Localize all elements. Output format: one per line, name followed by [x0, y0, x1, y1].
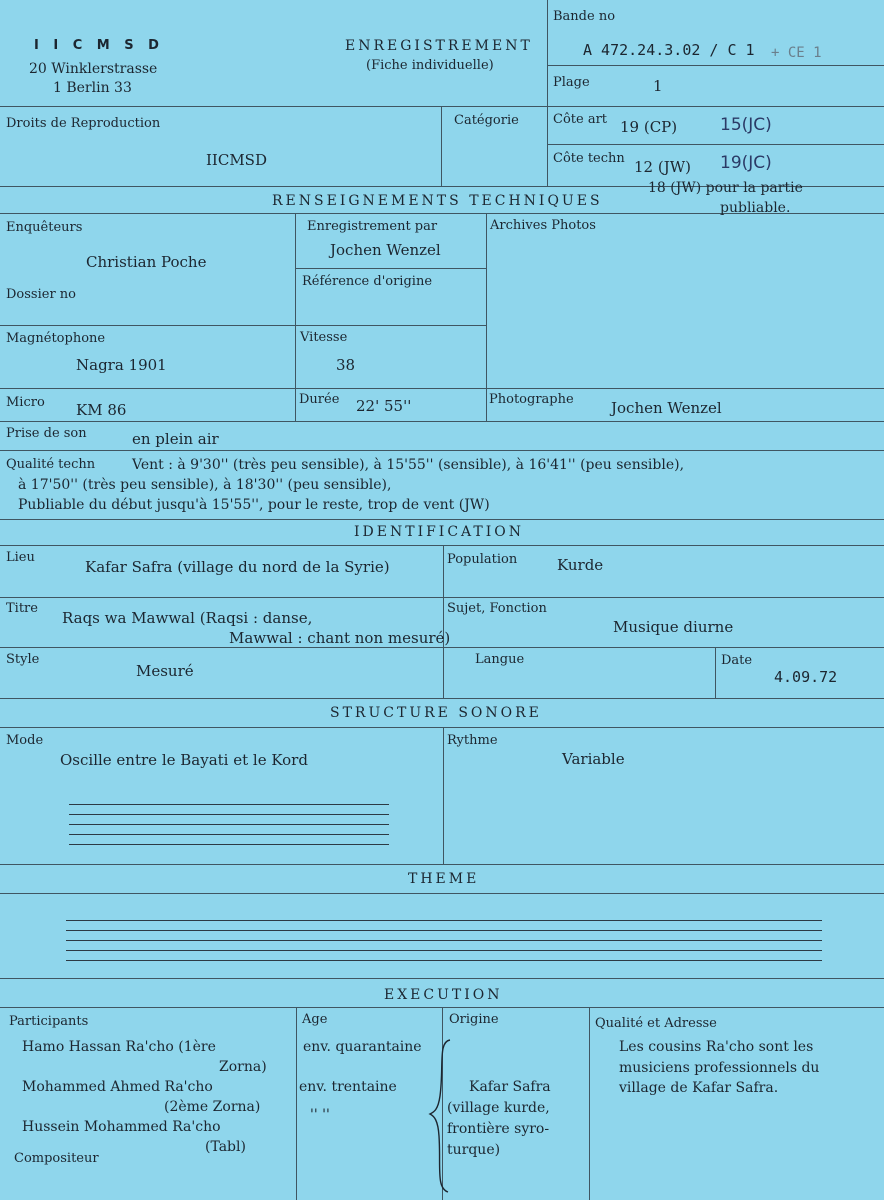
archives-label: Archives Photos [490, 218, 596, 233]
style-value: Mesuré [136, 662, 194, 680]
participant-3-age: '' '' [310, 1107, 330, 1123]
enqueteurs-label: Enquêteurs [6, 220, 83, 235]
rule [441, 106, 442, 186]
rule [0, 450, 884, 451]
qualite-techn-label: Qualité techn [6, 457, 96, 472]
dossier-label: Dossier no [6, 287, 76, 302]
staff-line [69, 844, 389, 845]
staff-line [66, 960, 822, 961]
rule [0, 545, 884, 546]
sujet-label: Sujet, Fonction [447, 601, 547, 616]
vitesse-value: 38 [336, 356, 356, 374]
qualite-techn-line-3: Publiable du début jusqu'à 15'55'', pour le reste, trop de vent (JW) [18, 497, 490, 513]
lieu-value: Kafar Safra (village du nord de la Syrie) [85, 558, 390, 576]
participant-1-line-1: Hamo Hassan Ra'cho (1ère [22, 1039, 216, 1055]
staff-line [66, 930, 822, 931]
participants-label: Participants [9, 1014, 89, 1029]
staff-line [69, 834, 389, 835]
cote-techn-note-1: 18 (JW) pour la partie [648, 180, 803, 196]
photographe-label: Photographe [489, 392, 574, 407]
participant-2-line-2: (2ème Zorna) [164, 1099, 261, 1115]
card-subtitle: (Fiche individuelle) [366, 58, 494, 73]
section-title-technical: RENSEIGNEMENTS TECHNIQUES [272, 193, 603, 209]
rule [443, 727, 444, 864]
rule [0, 597, 884, 598]
rule [0, 325, 486, 326]
style-label: Style [6, 652, 40, 667]
section-title-execution: EXECUTION [384, 987, 503, 1003]
staff-line [69, 804, 389, 805]
section-title-theme: THEME [408, 871, 480, 887]
org-address-street: 20 Winklerstrasse [29, 61, 158, 77]
cote-techn-note-2: publiable. [720, 200, 791, 216]
enregistrement-label: Enregistrement par [307, 219, 438, 234]
cote-art-label: Côte art [553, 112, 608, 127]
lieu-label: Lieu [6, 550, 35, 565]
origine-line-1: Kafar Safra [469, 1079, 551, 1095]
origine-line-4: turque) [447, 1142, 501, 1158]
cote-art-value: 19 (CP) [620, 118, 678, 136]
org-address-city: 1 Berlin 33 [53, 80, 132, 96]
staff-line [66, 920, 822, 921]
titre-line-2: Mawwal : chant non mesuré) [229, 629, 451, 647]
rule [547, 65, 884, 66]
brace-mark [428, 1036, 454, 1196]
age-label: Age [302, 1012, 328, 1027]
enqueteurs-value: Christian Poche [86, 253, 207, 271]
rule [0, 647, 884, 648]
qualite-adresse-line-1: Les cousins Ra'cho sont les [619, 1039, 814, 1055]
plage-value: 1 [653, 77, 663, 95]
titre-label: Titre [6, 601, 38, 616]
prise-value: en plein air [132, 430, 219, 448]
qualite-techn-line-1: Vent : à 9'30'' (très peu sensible), à 15'55'' (sensible), à 16'41'' (peu sensible), [132, 457, 685, 473]
rule [0, 388, 884, 389]
section-title-identification: IDENTIFICATION [354, 524, 524, 540]
titre-line-1: Raqs wa Mawwal (Raqsi : danse, [62, 609, 313, 627]
categorie-label: Catégorie [454, 113, 519, 128]
rule [0, 727, 884, 728]
staff-line [66, 950, 822, 951]
qualite-adresse-line-3: village de Kafar Safra. [619, 1080, 779, 1096]
vitesse-label: Vitesse [300, 330, 348, 345]
plage-label: Plage [553, 75, 590, 90]
photographe-value: Jochen Wenzel [611, 399, 722, 417]
langue-label: Langue [475, 652, 525, 667]
cote-techn-value: 12 (JW) [634, 158, 691, 176]
micro-value: KM 86 [76, 401, 127, 419]
rythme-label: Rythme [447, 733, 498, 748]
mode-label: Mode [6, 733, 44, 748]
duree-label: Durée [299, 392, 340, 407]
origine-line-2: (village kurde, [447, 1100, 550, 1116]
origine-line-3: frontière syro- [447, 1121, 550, 1137]
rule [547, 0, 548, 186]
participant-3-line-1: Hussein Mohammed Ra'cho [22, 1119, 221, 1135]
cote-techn-label: Côte techn [553, 151, 625, 166]
rule [296, 1007, 297, 1200]
qualite-adresse-line-2: musiciens professionnels du [619, 1060, 820, 1076]
date-value: 4.09.72 [774, 668, 838, 686]
origine-label: Origine [449, 1012, 499, 1027]
org-name: I I C M S D [34, 38, 164, 53]
participant-1-line-2: Zorna) [219, 1059, 267, 1075]
magnetophone-value: Nagra 1901 [76, 356, 167, 374]
rythme-value: Variable [562, 750, 625, 768]
compositeur-label: Compositeur [14, 1151, 99, 1166]
rule [547, 144, 884, 145]
rule [715, 647, 716, 698]
rule [0, 893, 884, 894]
micro-label: Micro [6, 395, 45, 410]
date-label: Date [721, 653, 753, 668]
droits-label: Droits de Reproduction [6, 116, 161, 131]
rule [589, 1007, 590, 1200]
bande-pencil-note: + CE 1 [771, 45, 822, 61]
rule [0, 978, 884, 979]
rule [295, 213, 296, 421]
qualite-techn-line-2: à 17'50'' (très peu sensible), à 18'30'' (peu sensible), [18, 477, 392, 493]
rule [295, 268, 486, 269]
enregistrement-value: Jochen Wenzel [330, 241, 441, 259]
rule [0, 106, 884, 107]
section-title-structure: STRUCTURE SONORE [330, 705, 542, 721]
bande-label: Bande no [553, 9, 616, 24]
participant-2-line-1: Mohammed Ahmed Ra'cho [22, 1079, 213, 1095]
bande-value: A 472.24.3.02 / C 1 [583, 41, 755, 59]
participant-3-line-2: (Tabl) [205, 1139, 246, 1155]
cote-art-handwritten: 15(JC) [720, 115, 772, 135]
staff-line [69, 824, 389, 825]
rule [0, 519, 884, 520]
duree-value: 22' 55'' [356, 397, 412, 415]
qualite-adresse-label: Qualité et Adresse [595, 1016, 717, 1031]
card-title: ENREGISTREMENT [345, 38, 533, 54]
reference-label: Référence d'origine [302, 274, 433, 289]
staff-line [66, 940, 822, 941]
prise-label: Prise de son [6, 426, 87, 441]
population-value: Kurde [557, 556, 604, 574]
rule [486, 213, 487, 421]
rule [0, 421, 884, 422]
rule [0, 864, 884, 865]
rule [0, 698, 884, 699]
rule [443, 545, 444, 698]
participant-2-age: env. trentaine [299, 1079, 397, 1095]
staff-line [69, 814, 389, 815]
population-label: Population [447, 552, 518, 567]
sujet-value: Musique diurne [613, 618, 734, 636]
droits-value: IICMSD [206, 151, 267, 169]
magnetophone-label: Magnétophone [6, 331, 106, 346]
participant-1-age: env. quarantaine [303, 1039, 422, 1055]
cote-techn-handwritten: 19(JC) [720, 153, 772, 173]
mode-value: Oscille entre le Bayati et le Kord [60, 751, 308, 769]
